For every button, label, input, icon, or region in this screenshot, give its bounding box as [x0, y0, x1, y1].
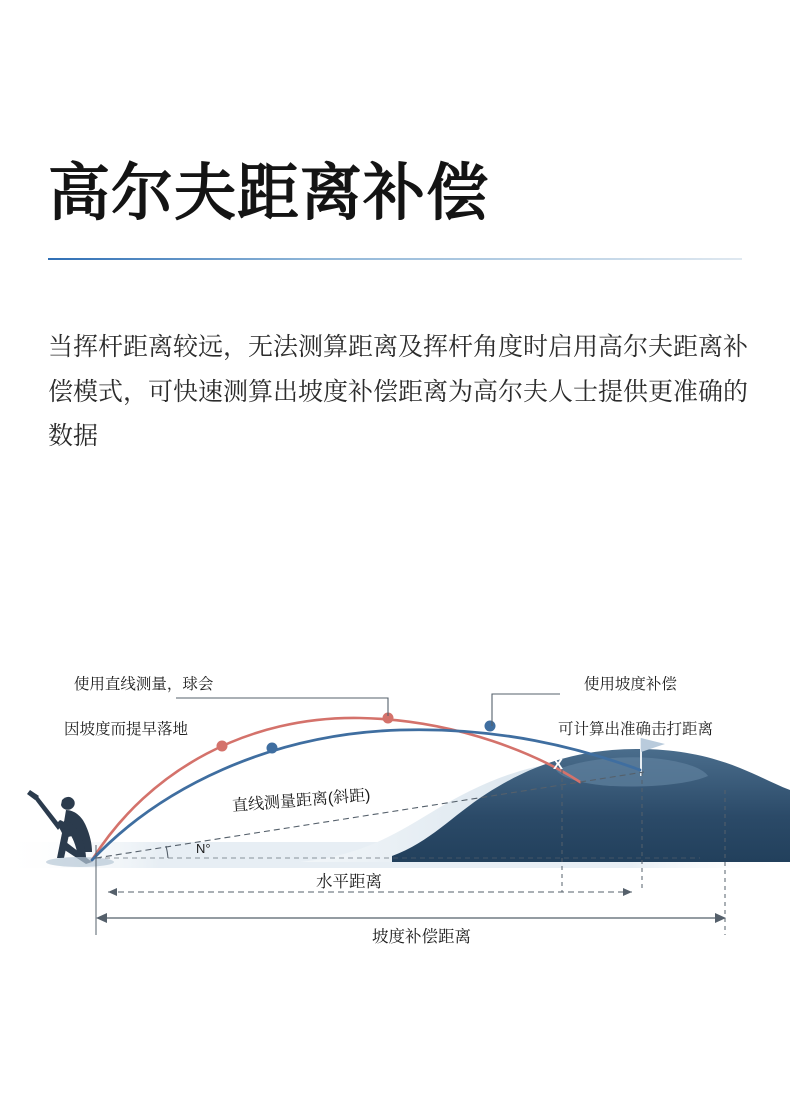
golfer-shadow [46, 857, 114, 867]
page-title: 高尔夫距离补偿 [48, 158, 490, 228]
page-description: 当挥杆距离较远，无法测算距离及挥杆角度时启用高尔夫距离补偿模式，可快速测算出坡度补偿距离为高尔夫人士提供更准确的数据 [48, 333, 749, 450]
annotation-slope-compensation-1: 使用坡度补偿 [583, 676, 677, 694]
annotation-straight-line-2: 因坡度而提早落地 [64, 721, 189, 739]
label-horizontal-distance: 水平距离 [316, 873, 382, 891]
annotation-slope-compensation [558, 652, 713, 787]
label-slope-distance: 直线测量距离(斜距) [231, 787, 372, 815]
dim-compensated-distance [96, 913, 726, 923]
ball-red-1 [217, 741, 228, 752]
annotation-slope-compensation-2: 可计算出准确击打距离 [558, 721, 714, 739]
title-divider [48, 258, 742, 260]
label-impact-point: X [553, 756, 564, 773]
label-compensated-distance: 坡度补偿距离 [372, 928, 471, 946]
ball-blue-1 [267, 743, 278, 754]
annotation-straight-line-1: 使用直线测量，球会 [73, 676, 214, 694]
ball-blue-2 [485, 721, 496, 732]
golf-compensation-diagram [0, 630, 790, 1050]
annotation-straight-line [48, 652, 213, 787]
annotation-leaders [176, 694, 560, 726]
label-angle: N° [196, 841, 211, 856]
